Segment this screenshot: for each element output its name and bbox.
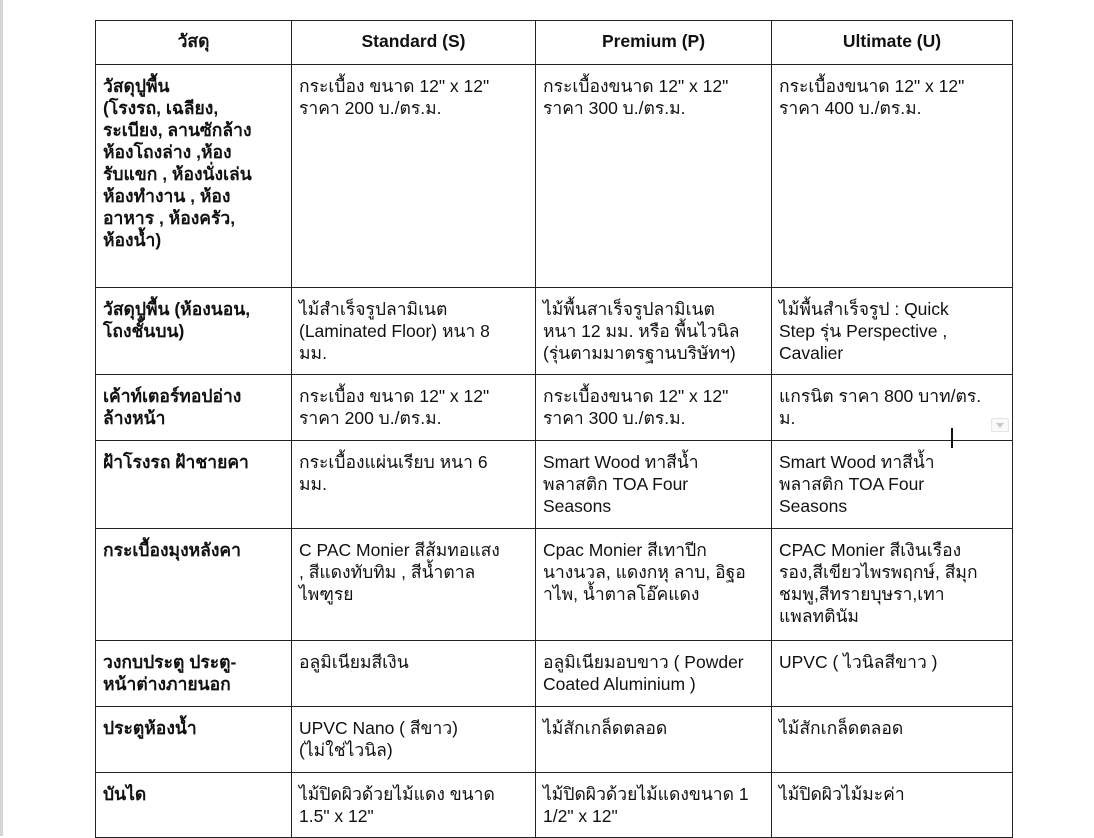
header-standard: Standard (S): [292, 21, 536, 65]
premium-cell: [536, 375, 772, 441]
standard-text: ไม้สำเร็จรูปลามิเนต (Laminated Floor) หนา 8 มม.: [299, 299, 490, 363]
column-menu-chevron-icon[interactable]: [991, 418, 1009, 432]
row-item: [96, 288, 292, 375]
premium-text: ไม้พื้นสาเร็จรูปลามิเนต หนา 12 มม. หรือ พื้นไวนิล (รุ่นตามมาตรฐานบริษัทฯ): [543, 299, 740, 363]
row-item: [96, 375, 292, 441]
row-item-text: บันได: [103, 784, 147, 804]
premium-text: อลูมิเนียมอบขาว ( Powder Coated Aluminium ): [543, 652, 744, 694]
standard-text: C PAC Monier สีส้มทอแสง , สีแดงทับทิม , สีน้ำตาล ไพฑูรย: [299, 540, 500, 604]
row-item-text: ประตูห้องน้ำ: [103, 718, 197, 738]
table-row: [96, 375, 1013, 441]
row-item-text: เค้าท์เตอร์ทอปอ่าง ล้างหน้า: [103, 386, 242, 428]
standard-text: กระเบื้องแผ่นเรียบ หนา 6 มม.: [299, 452, 488, 494]
standard-cell: [292, 65, 536, 288]
ultimate-cell: [772, 773, 1013, 838]
premium-cell: [536, 288, 772, 375]
ultimate-cell: [772, 641, 1013, 707]
row-item-text: วัสดุปูพื้น (ห้องนอน, โถงชั้นบน): [103, 299, 251, 341]
standard-cell: [292, 529, 536, 641]
row-item: [96, 707, 292, 773]
premium-cell: [536, 773, 772, 838]
ultimate-cell: [772, 375, 1013, 441]
premium-text: ไม้สักเกล็ดตลอด: [543, 718, 668, 738]
text-cursor: [951, 428, 953, 448]
ultimate-cell: [772, 288, 1013, 375]
ultimate-cell: [772, 707, 1013, 773]
table-row: [96, 707, 1013, 773]
table-row: [96, 529, 1013, 641]
premium-text: Cpac Monier สีเทาปีก นางนวล, แดงกหุ ลาบ, อิฐอ าไพ, น้ำตาลโอ๊คแดง: [543, 540, 746, 604]
standard-cell: [292, 375, 536, 441]
ultimate-text: CPAC Monier สีเงินเรือง รอง,สีเขียวไพรพฤกษ์, สีมุก ชมพู,สีทรายบุษรา,เทา แพลทตินัม: [779, 540, 978, 626]
standard-text: กระเบื้อง ขนาด 12" x 12" ราคา 200 บ./ตร.ม.: [299, 386, 490, 428]
premium-cell: [536, 529, 772, 641]
standard-cell: [292, 288, 536, 375]
material-spec-table: [95, 20, 1013, 838]
table-row: [96, 641, 1013, 707]
premium-text: กระเบื้องขนาด 12" x 12" ราคา 300 บ./ตร.ม.: [543, 76, 729, 118]
row-item: [96, 65, 292, 288]
ultimate-text: แกรนิต ราคา 800 บาท/ตร. ม.: [779, 386, 982, 428]
table-row: [96, 65, 1013, 288]
premium-cell: [536, 641, 772, 707]
standard-cell: [292, 773, 536, 838]
standard-cell: [292, 707, 536, 773]
ultimate-cell: [772, 65, 1013, 288]
standard-cell: [292, 441, 536, 529]
premium-cell: [536, 441, 772, 529]
row-item: [96, 529, 292, 641]
premium-cell: [536, 707, 772, 773]
premium-text: กระเบื้องขนาด 12" x 12" ราคา 300 บ./ตร.ม.: [543, 386, 729, 428]
table-row: [96, 441, 1013, 529]
ultimate-text: ไม้พื้นสำเร็จรูป : Quick Step รุ่น Perspective , Cavalier: [779, 299, 949, 363]
table-row: [96, 773, 1013, 838]
row-item: [96, 641, 292, 707]
premium-cell: [536, 65, 772, 288]
standard-text: อลูมิเนียมสีเงิน: [299, 652, 409, 672]
row-item-text: วัสดุปูพื้น (โรงรถ, เฉลียง, ระเบียง, ลานซักล้าง ห้องโถงล่าง ,ห้อง รับแขก , ห้องนั่งเล่น ห้องทำงาน , ห้อง อาหาร , ห้องครัว, ห้องน้ำ): [103, 76, 252, 250]
row-item: [96, 441, 292, 529]
premium-text: Smart Wood ทาสีน้ำ พลาสติก TOA Four Seasons: [543, 452, 699, 516]
standard-cell: [292, 641, 536, 707]
header-row: [96, 21, 1013, 65]
header-ultimate: Ultimate (U): [772, 21, 1013, 65]
standard-text: ไม้ปิดผิวด้วยไม้แดง ขนาด 1.5" x 12": [299, 784, 495, 826]
ultimate-cell: [772, 529, 1013, 641]
ultimate-text: UPVC ( ไวนิลสีขาว ): [779, 652, 938, 672]
header-premium: Premium (P): [536, 21, 772, 65]
row-item-text: กระเบื้องมุงหลังคา: [103, 540, 241, 560]
premium-text: ไม้ปิดผิวด้วยไม้แดงขนาด 1 1/2" x 12": [543, 784, 749, 826]
standard-text: UPVC Nano ( สีขาว) (ไม่ใช่ไวนิล): [299, 718, 458, 760]
table-row: [96, 288, 1013, 375]
ultimate-text: กระเบื้องขนาด 12" x 12" ราคา 400 บ./ตร.ม.: [779, 76, 965, 118]
row-item: [96, 773, 292, 838]
ultimate-text: ไม้สักเกล็ดตลอด: [779, 718, 904, 738]
row-item-text: วงกบประตู ประตู- หน้าต่างภายนอก: [103, 652, 237, 694]
ultimate-text[interactable]: Smart Wood ทาสีน้ำ พลาสติก TOA Four Seasons: [779, 452, 935, 516]
standard-text: กระเบื้อง ขนาด 12" x 12" ราคา 200 บ./ตร.ม.: [299, 76, 490, 118]
window-edge: [0, 0, 3, 836]
row-item-text: ฝ้าโรงรถ ฝ้าชายคา: [103, 452, 249, 472]
header-material: วัสดุ: [96, 21, 292, 65]
ultimate-cell[interactable]: [772, 441, 1013, 529]
ultimate-text: ไม้ปิดผิวไม้มะค่า: [779, 784, 905, 804]
